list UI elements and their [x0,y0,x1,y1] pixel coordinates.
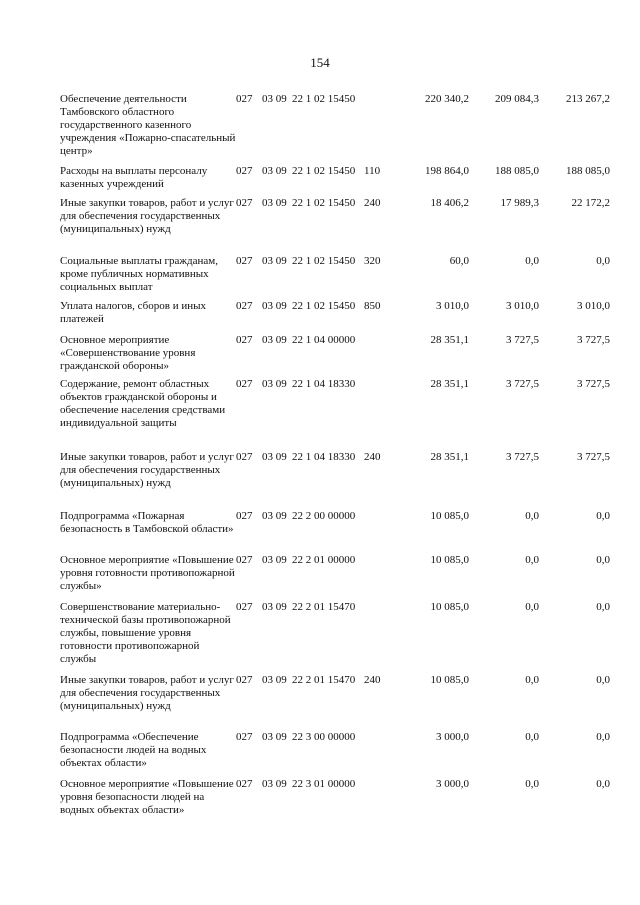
row-name: Содержание, ремонт областных объектов гражданской обороны и обеспечение населения средствами индивидуальной защиты [60,378,226,429]
ministry-code: 027 [236,778,253,790]
expense-type-code: 240 [364,674,381,686]
amount-year-1: 220 340,2 [425,93,469,105]
target-article-code: 22 1 02 15450 [292,197,356,209]
ministry-code: 027 [236,165,253,177]
amount-year-3: 3 727,5 [577,334,610,346]
row-name: Основное мероприятие «Повышение уровня безопасности людей на водных объектах области» [60,778,234,816]
ministry-code: 027 [236,731,253,743]
amount-year-3: 0,0 [596,674,610,686]
section-code: 03 09 [262,554,287,566]
row-name: Совершенствование материально-технической базы противопожарной службы, повышение уровня готовности противопожарной службы [60,601,231,665]
amount-year-2: 188 085,0 [495,165,539,177]
amount-year-1: 3 000,0 [436,731,469,743]
amount-year-1: 3 010,0 [436,300,469,312]
target-article-code: 22 2 01 15470 [292,674,356,686]
target-article-code: 22 3 00 00000 [292,731,356,743]
amount-year-1: 28 351,1 [430,378,469,390]
amount-year-1: 10 085,0 [430,510,469,522]
amount-year-3: 0,0 [596,778,610,790]
target-article-code: 22 1 02 15450 [292,165,356,177]
amount-year-3: 213 267,2 [566,93,610,105]
ministry-code: 027 [236,378,253,390]
section-code: 03 09 [262,93,287,105]
row-name: Расходы на выплаты персоналу казенных учреждений [60,165,208,190]
amount-year-2: 3 727,5 [506,334,539,346]
amount-year-2: 3 727,5 [506,378,539,390]
amount-year-2: 17 989,3 [500,197,539,209]
expense-type-code: 240 [364,451,381,463]
amount-year-3: 0,0 [596,510,610,522]
ministry-code: 027 [236,554,253,566]
section-code: 03 09 [262,674,287,686]
amount-year-1: 28 351,1 [430,451,469,463]
amount-year-3: 0,0 [596,601,610,613]
ministry-code: 027 [236,451,253,463]
section-code: 03 09 [262,601,287,613]
amount-year-1: 28 351,1 [430,334,469,346]
section-code: 03 09 [262,451,287,463]
amount-year-2: 0,0 [525,510,539,522]
amount-year-2: 0,0 [525,601,539,613]
amount-year-3: 3 010,0 [577,300,610,312]
target-article-code: 22 1 04 00000 [292,334,356,346]
ministry-code: 027 [236,93,253,105]
ministry-code: 027 [236,601,253,613]
ministry-code: 027 [236,674,253,686]
row-name: Подпрограмма «Пожарная безопасность в Тамбовской области» [60,510,234,535]
ministry-code: 027 [236,334,253,346]
amount-year-1: 60,0 [449,255,469,267]
amount-year-1: 3 000,0 [436,778,469,790]
amount-year-1: 198 864,0 [425,165,469,177]
expense-type-code: 110 [364,165,381,177]
ministry-code: 027 [236,197,253,209]
row-name: Иные закупки товаров, работ и услуг для обеспечения государственных (муниципальных) нужд [60,197,234,235]
section-code: 03 09 [262,197,287,209]
target-article-code: 22 1 04 18330 [292,378,356,390]
ministry-code: 027 [236,255,253,267]
expense-type-code: 240 [364,197,381,209]
amount-year-3: 0,0 [596,554,610,566]
amount-year-2: 3 010,0 [506,300,539,312]
row-name: Иные закупки товаров, работ и услуг для обеспечения государственных (муниципальных) нужд [60,451,234,489]
section-code: 03 09 [262,731,287,743]
ministry-code: 027 [236,510,253,522]
expense-type-code: 850 [364,300,381,312]
target-article-code: 22 2 01 15470 [292,601,356,613]
ministry-code: 027 [236,300,253,312]
target-article-code: 22 3 01 00000 [292,778,356,790]
section-code: 03 09 [262,334,287,346]
section-code: 03 09 [262,778,287,790]
amount-year-3: 22 172,2 [571,197,610,209]
amount-year-2: 0,0 [525,731,539,743]
section-code: 03 09 [262,378,287,390]
target-article-code: 22 1 02 15450 [292,300,356,312]
row-name: Основное мероприятие «Совершенствование уровня гражданской обороны» [60,334,196,372]
row-name: Уплата налогов, сборов и иных платежей [60,300,207,325]
row-name: Подпрограмма «Обеспечение безопасности людей на водных объектах области» [60,731,207,769]
row-name: Иные закупки товаров, работ и услуг для обеспечения государственных (муниципальных) нужд [60,674,234,712]
amount-year-2: 0,0 [525,778,539,790]
section-code: 03 09 [262,510,287,522]
amount-year-3: 0,0 [596,731,610,743]
amount-year-2: 3 727,5 [506,451,539,463]
amount-year-3: 3 727,5 [577,451,610,463]
target-article-code: 22 1 02 15450 [292,93,356,105]
amount-year-1: 10 085,0 [430,554,469,566]
amount-year-1: 10 085,0 [430,601,469,613]
amount-year-3: 188 085,0 [566,165,610,177]
amount-year-1: 18 406,2 [430,197,469,209]
expense-type-code: 320 [364,255,381,267]
row-name: Социальные выплаты гражданам, кроме публичных нормативных социальных выплат [60,255,218,293]
section-code: 03 09 [262,300,287,312]
amount-year-2: 0,0 [525,554,539,566]
target-article-code: 22 2 00 00000 [292,510,356,522]
amount-year-1: 10 085,0 [430,674,469,686]
target-article-code: 22 1 04 18330 [292,451,356,463]
amount-year-2: 0,0 [525,255,539,267]
row-name: Основное мероприятие «Повышение уровня готовности противопожарной службы» [60,554,235,592]
amount-year-2: 209 084,3 [495,93,539,105]
amount-year-3: 3 727,5 [577,378,610,390]
page-number: 154 [310,55,330,70]
amount-year-2: 0,0 [525,674,539,686]
amount-year-3: 0,0 [596,255,610,267]
target-article-code: 22 2 01 00000 [292,554,356,566]
section-code: 03 09 [262,255,287,267]
section-code: 03 09 [262,165,287,177]
target-article-code: 22 1 02 15450 [292,255,356,267]
row-name: Обеспечение деятельности Тамбовского областного государственного казенного учреждения «Пожарно-спасательный центр» [60,93,236,157]
